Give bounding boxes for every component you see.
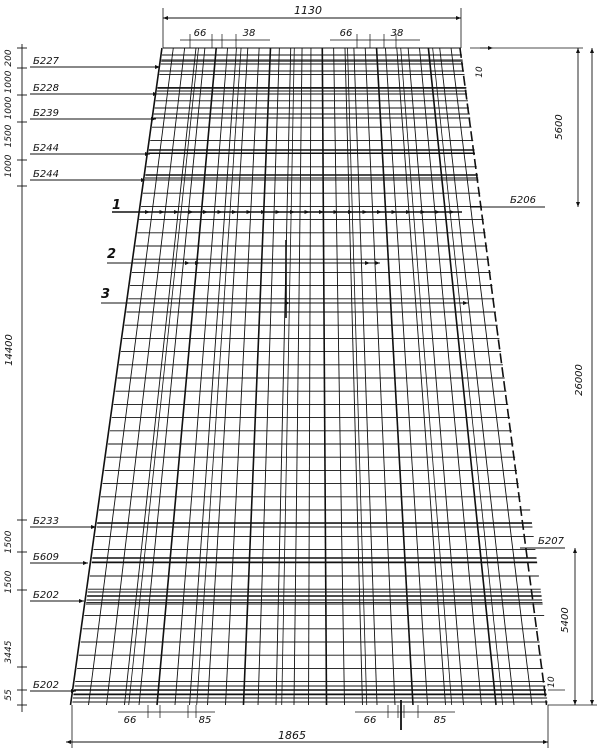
arrow-head: [573, 700, 577, 705]
top-spacing-label: 38: [242, 28, 256, 39]
arrow-head: [456, 16, 461, 20]
right-bottom-height-label: 5400: [560, 607, 571, 633]
bar-label: Б244: [33, 169, 59, 180]
bottom-spacing-label: 66: [363, 715, 377, 726]
bar-label: Б244: [33, 143, 59, 154]
vertical-bar: [243, 48, 270, 705]
callout-arrow: [276, 210, 281, 214]
bar-label: Б227: [33, 56, 59, 67]
top-spacing-label: 66: [193, 28, 207, 39]
callout-arrow: [435, 210, 440, 214]
right-total-height-label: 26000: [574, 364, 585, 396]
vertical-bar: [309, 48, 311, 705]
top-width-label: 1130: [294, 4, 322, 17]
vertical-bar: [129, 48, 199, 705]
top-spacing-label: 66: [339, 28, 353, 39]
callout-arrow: [185, 261, 190, 265]
arrow-head: [66, 740, 71, 744]
callout-arrow: [450, 210, 455, 214]
left-dim-label: 3445: [4, 640, 14, 664]
bottom-spacing-label: 85: [198, 715, 212, 726]
vertical-bar: [175, 48, 228, 705]
callout-arrow: [203, 210, 208, 214]
callout-arrow: [160, 210, 165, 214]
callout-arrow: [463, 301, 468, 305]
bar-label: Б202: [33, 680, 59, 691]
bar-label: Б228: [33, 83, 59, 94]
vertical-bar: [322, 48, 326, 705]
vertical-bar: [258, 48, 279, 705]
bar-label: Б207: [538, 536, 564, 547]
vertical-bar: [377, 48, 413, 705]
callout-arrow: [377, 210, 382, 214]
left-dim-label: 1500: [4, 530, 14, 554]
arrow-head: [590, 700, 594, 705]
callout-arrow: [421, 210, 426, 214]
vertical-bar: [71, 48, 162, 705]
callout-number: 1: [112, 198, 122, 213]
callout-arrow: [375, 261, 380, 265]
vertical-bar: [294, 48, 302, 705]
vertical-bar: [345, 48, 362, 705]
vertical-bar: [208, 48, 248, 705]
left-dim-label: 1000: [4, 96, 14, 120]
bottom-spacing-label: 66: [123, 715, 137, 726]
callout-arrow: [232, 210, 237, 214]
bar-label: Б239: [33, 108, 59, 119]
right-top-height-label: 5600: [554, 114, 565, 140]
top-spacing-label: 38: [390, 28, 404, 39]
left-dim-label: 1500: [4, 124, 14, 148]
vertical-bar: [197, 48, 241, 705]
arrow-head: [543, 740, 548, 744]
vertical-bar: [190, 48, 237, 705]
callout-arrow: [363, 210, 368, 214]
vertical-bar: [433, 48, 503, 705]
callout-arrow: [145, 210, 150, 214]
vertical-bar: [408, 48, 463, 705]
left-dim-label: 55: [4, 689, 14, 701]
arrow-head: [590, 48, 594, 53]
vertical-bar: [401, 48, 452, 705]
vertical-bar: [334, 48, 345, 705]
arrow-head: [163, 16, 168, 20]
callout-arrow: [365, 261, 370, 265]
callout-arrow: [290, 210, 295, 214]
bottom-offset-label: 10: [547, 676, 557, 688]
callout-arrow: [189, 210, 194, 214]
vertical-bar: [365, 48, 395, 705]
mesh-grid: [71, 48, 548, 705]
left-dim-label: 200: [4, 49, 14, 67]
arrow-head: [573, 548, 577, 553]
vertical-bar: [157, 48, 216, 705]
bar-label: Б206: [510, 195, 536, 206]
vertical-bar: [106, 48, 184, 705]
callout-arrow: [305, 210, 310, 214]
leader-arrow: [79, 599, 84, 603]
callout-number: 2: [107, 247, 117, 262]
top-offset-label: 10: [475, 66, 485, 78]
vertical-bar: [451, 48, 532, 705]
bar-label: Б609: [33, 552, 59, 563]
bottom-width-label: 1865: [278, 729, 306, 742]
bar-label: Б202: [33, 590, 59, 601]
bar-label: Б233: [33, 516, 59, 527]
callout-number: 3: [101, 287, 111, 302]
callout-arrow: [218, 210, 223, 214]
arrow-head: [576, 202, 580, 207]
left-dim-label: 1000: [4, 154, 14, 178]
vertical-bar: [225, 48, 259, 705]
left-dim-label: 1000: [4, 70, 14, 94]
arrow-head: [576, 48, 580, 53]
left-dim-label: 14400: [4, 334, 15, 366]
left-dim-label: 1500: [4, 570, 14, 594]
bottom-spacing-label: 85: [433, 715, 447, 726]
leader-arrow: [83, 561, 88, 565]
